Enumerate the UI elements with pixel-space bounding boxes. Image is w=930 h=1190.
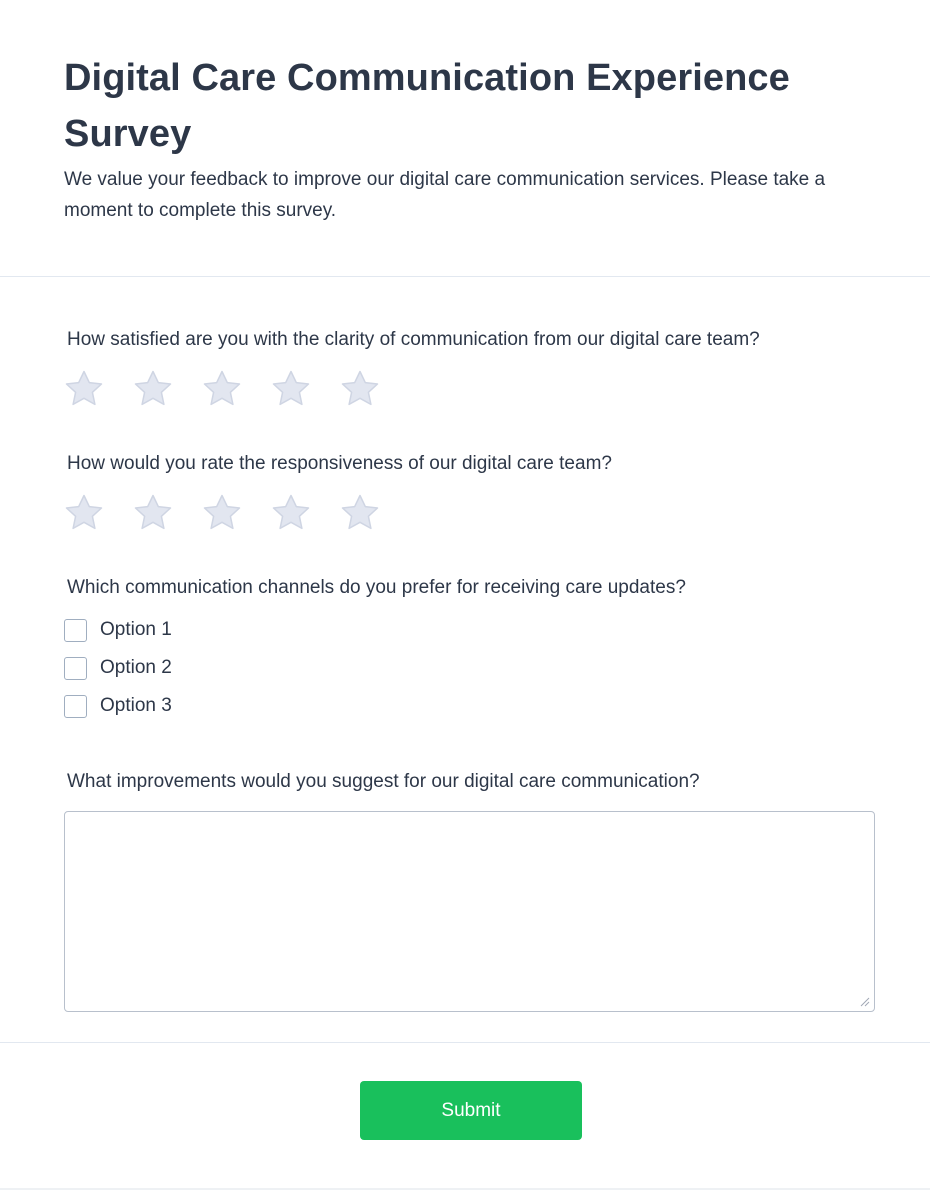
channel-option-1[interactable]	[64, 617, 172, 643]
star-icon[interactable]	[133, 369, 173, 409]
question-channels-label: Which communication channels do you prefer for receiving care updates?	[67, 577, 686, 598]
submit-button[interactable]: Submit	[360, 1081, 582, 1140]
option-3-label: Option 3	[100, 695, 172, 716]
option-1-checkbox[interactable]	[64, 619, 87, 642]
star-icon[interactable]	[340, 369, 380, 409]
channel-option-3[interactable]	[64, 693, 172, 719]
star-icon[interactable]	[133, 493, 173, 533]
star-icon[interactable]	[202, 493, 242, 533]
survey-description: We value your feedback to improve our digital care communication services. Please take a moment to complete this survey.	[64, 169, 826, 221]
option-2-checkbox[interactable]	[64, 657, 87, 680]
option-2-label: Option 2	[100, 657, 172, 678]
survey-header	[0, 0, 930, 277]
page-title: Digital Care Communication Experience Survey	[64, 57, 790, 155]
star-icon[interactable]	[64, 493, 104, 533]
resize-grip-icon[interactable]	[858, 995, 870, 1007]
rating-responsiveness	[64, 493, 409, 533]
question-clarity-label: How satisfied are you with the clarity of communication from our digital care team?	[67, 329, 760, 350]
star-icon[interactable]	[271, 369, 311, 409]
star-icon[interactable]	[64, 369, 104, 409]
option-1-label: Option 1	[100, 619, 172, 640]
star-icon[interactable]	[202, 369, 242, 409]
channel-option-2[interactable]	[64, 655, 172, 681]
option-3-checkbox[interactable]	[64, 695, 87, 718]
footer-divider	[0, 1042, 930, 1043]
question-responsiveness-label: How would you rate the responsiveness of our digital care team?	[67, 453, 612, 474]
star-icon[interactable]	[340, 493, 380, 533]
rating-clarity	[64, 369, 409, 409]
improvements-textarea[interactable]	[64, 811, 875, 1012]
star-icon[interactable]	[271, 493, 311, 533]
question-improvements-label: What improvements would you suggest for our digital care communication?	[67, 771, 700, 792]
